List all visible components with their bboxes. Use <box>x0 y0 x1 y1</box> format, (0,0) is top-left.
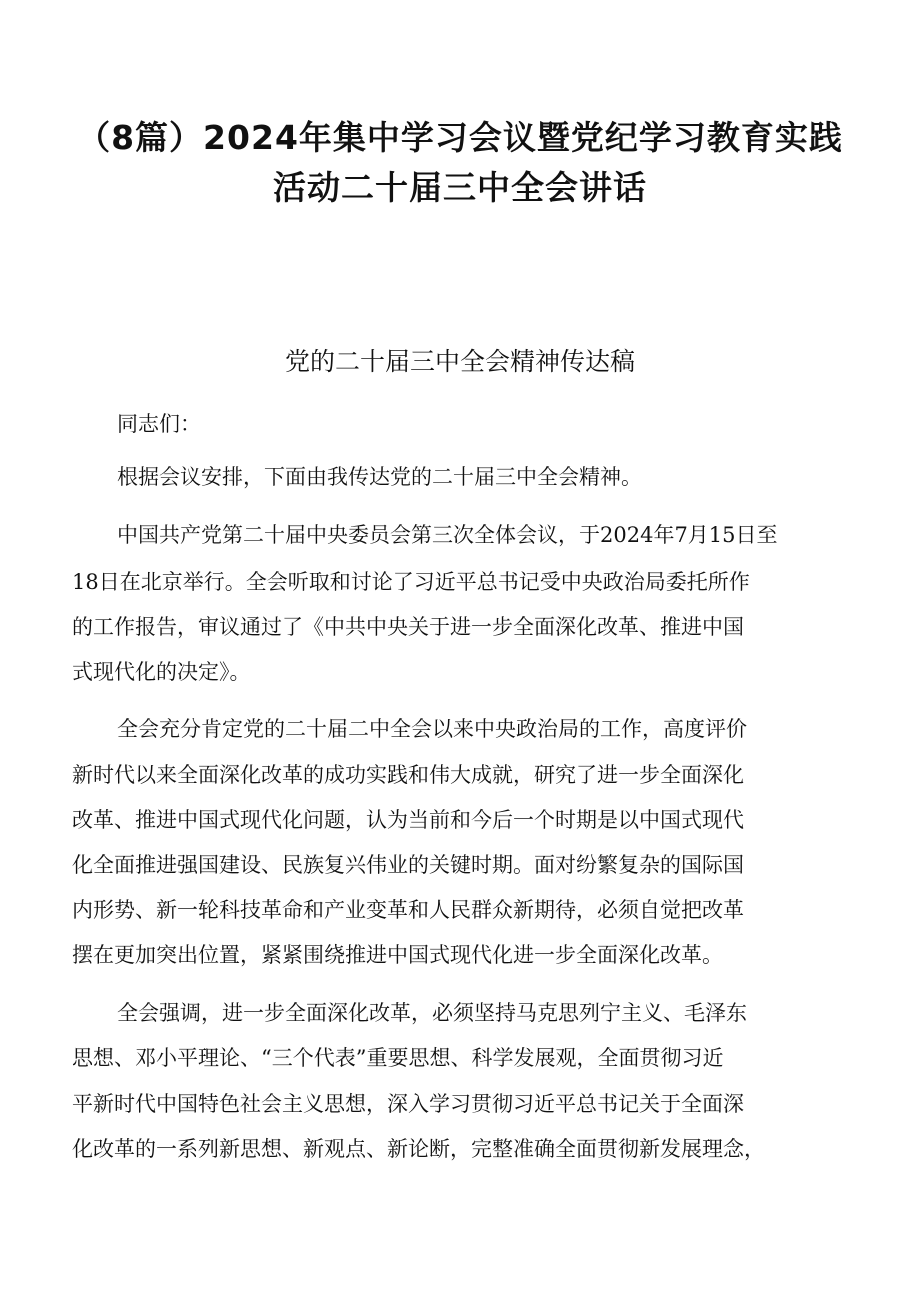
paragraph-2-line-3: 的工作报告，审议通过了《中共中央关于进一步全面深化改革、推进中国 <box>72 615 744 639</box>
paragraph-2-line-4: 式现代化的决定》。 <box>72 660 251 684</box>
section-title: 党的二十届三中全会精神传达稿 <box>284 347 635 376</box>
paragraph-4-line-3: 平新时代中国特色社会主义思想，深入学习贯彻习近平总书记关于全面深 <box>72 1092 744 1116</box>
document-title-line-2: 活动二十届三中全会讲话 <box>273 168 647 207</box>
paragraph-3-line-4: 化全面推进强国建设、民族复兴伟业的关键时期。面对纷繁复杂的国际国 <box>72 853 744 877</box>
paragraph-2-line-2: 18日在北京举行。全会听取和讨论了习近平总书记受中央政治局委托所作 <box>72 570 750 594</box>
paragraph-1-line-1: 根据会议安排，下面由我传达党的二十届三中全会精神。 <box>117 465 642 489</box>
paragraph-3-line-3: 改革、推进中国式现代化问题，认为当前和今后一个时期是以中国式现代 <box>72 808 744 832</box>
paragraph-4-line-4: 化改革的一系列新思想、新观点、新论断，完整准确全面贯彻新发展理念， <box>72 1137 765 1161</box>
salutation: 同志们： <box>117 412 201 436</box>
paragraph-4-line-2: 思想、邓小平理论、“三个代表”重要思想、科学发展观，全面贯彻习近 <box>72 1046 724 1070</box>
paragraph-2-line-1: 中国共产党第二十届中央委员会第三次全体会议，于2024年7月15日至 <box>117 523 778 547</box>
document-title-line-1: （8篇）2024年集中学习会议暨党纪学习教育实践 <box>77 118 843 157</box>
paragraph-3-line-6: 摆在更加突出位置，紧紧围绕推进中国式现代化进一步全面深化改革。 <box>72 943 723 967</box>
paragraph-4-line-1: 全会强调，进一步全面深化改革，必须坚持马克思列宁主义、毛泽东 <box>117 1001 747 1025</box>
paragraph-3-line-1: 全会充分肯定党的二十届二中全会以来中央政治局的工作，高度评价 <box>117 717 747 741</box>
paragraph-3-line-5: 内形势、新一轮科技革命和产业变革和人民群众新期待，必须自觉把改革 <box>72 898 744 922</box>
paragraph-3-line-2: 新时代以来全面深化改革的成功实践和伟大成就，研究了进一步全面深化 <box>72 763 744 787</box>
